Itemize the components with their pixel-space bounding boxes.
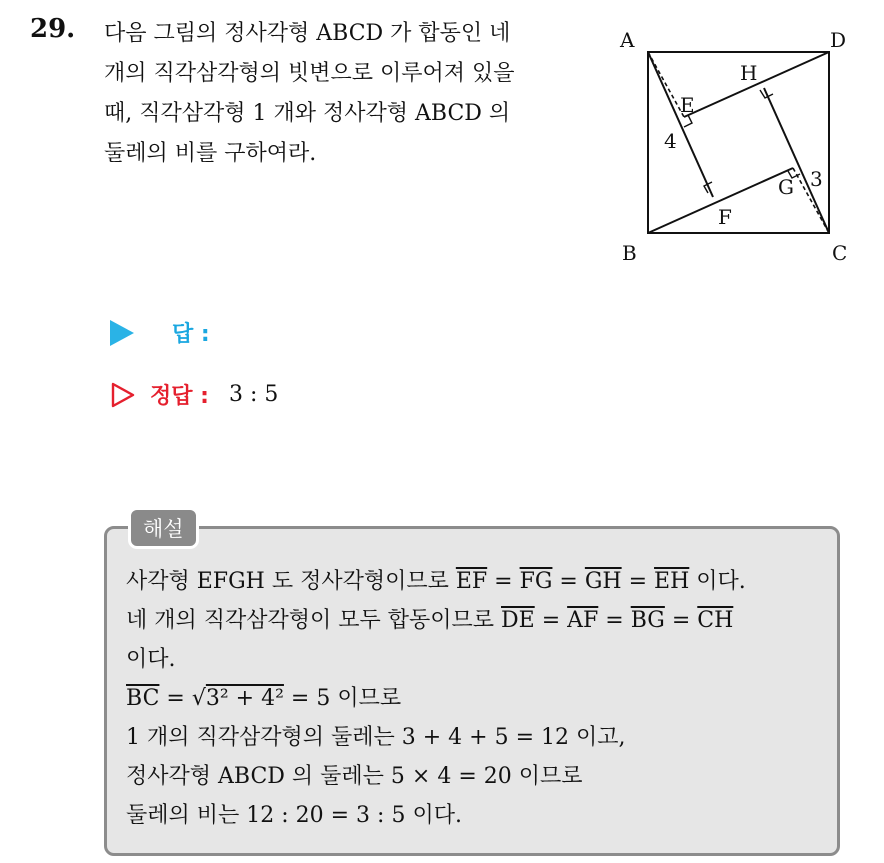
question-number: 29.: [30, 14, 76, 44]
segment: $\overline{AF}$: [567, 608, 599, 633]
segment: $\overline{CH}$: [697, 608, 734, 633]
explanation-line: 둘레의 비는 12 : 20 = 3 : 5 이다.: [126, 803, 462, 828]
correct-answer-value: 3 : 5: [228, 382, 279, 407]
segment: $\overline{EH}$: [654, 569, 690, 594]
label-c: C: [832, 241, 848, 265]
line-a-f: [648, 52, 713, 197]
correct-answer-row: [110, 379, 278, 410]
sqrt-symbol: √: [191, 686, 206, 711]
segment: $\overline{BG}$: [630, 608, 665, 633]
label-d: D: [830, 28, 847, 52]
label-f: F: [718, 205, 732, 229]
explanation-line: [126, 679, 746, 718]
play-icon: [110, 320, 134, 346]
label-h: H: [740, 61, 758, 85]
explanation-line: 네 개의 직각삼각형이 모두 합동이므로 $\overline{DE} = \overline{AF} = \overline{BG} = \overline{CH}$: [126, 608, 734, 633]
label-e: E: [680, 93, 695, 117]
explanation-line: 1 개의 직각삼각형의 둘레는 3 + 4 + 5 = 12 이고,: [126, 725, 626, 750]
explanation-line: 이다.: [126, 647, 176, 672]
outline-play-icon: [110, 382, 136, 408]
question-line: 다음 그림의 정사각형 ABCD 가 합동인 네: [104, 21, 511, 46]
label-four: 4: [664, 129, 677, 153]
text-span: 이다.: [689, 569, 746, 594]
label-g: G: [778, 175, 794, 199]
geometry-figure: [608, 20, 870, 268]
segment: $\overline{FG}$: [519, 569, 553, 594]
segment: $\overline{GH}$: [584, 569, 622, 594]
text-span: = 5 이므로: [283, 686, 402, 711]
segment: $\overline{BC}$: [126, 686, 160, 711]
text-span: 사각형 EFGH 도 정사각형이므로: [126, 569, 456, 594]
explanation-line: 정사각형 ABCD 의 둘레는 5 × 4 = 20 이므로: [126, 764, 583, 789]
question-line: 개의 직각삼각형의 빗변으로 이루어져 있을: [104, 61, 515, 86]
explanation-tag: 해설: [128, 507, 199, 549]
line-c-h: [764, 88, 829, 233]
question-line: 둘레의 비를 구하여라.: [104, 141, 317, 166]
question-text: [104, 14, 594, 174]
segment: $\overline{EF}$: [455, 569, 488, 594]
answer-row: [110, 317, 210, 348]
explanation-text: [126, 562, 746, 835]
text-span: 네 개의 직각삼각형이 모두 합동이므로: [126, 608, 501, 633]
explanation-line: 사각형 EFGH 도 정사각형이므로 $\overline{EF} = \overline{FG} = \overline{GH} = \overline{EH}$ 이다.: [126, 569, 746, 594]
answer-label: 답 :: [172, 322, 210, 347]
question-line: 때, 직각삼각형 1 개와 정사각형 ABCD 의: [104, 101, 511, 126]
label-a: A: [620, 28, 635, 52]
segment: $\overline{DE}$: [501, 608, 535, 633]
sqrt-radicand: 3² + 4²: [205, 686, 284, 711]
text-span: =: [159, 686, 192, 711]
label-three: 3: [810, 167, 823, 191]
label-b: B: [622, 241, 637, 265]
correct-answer-label: 정답 :: [150, 384, 209, 409]
